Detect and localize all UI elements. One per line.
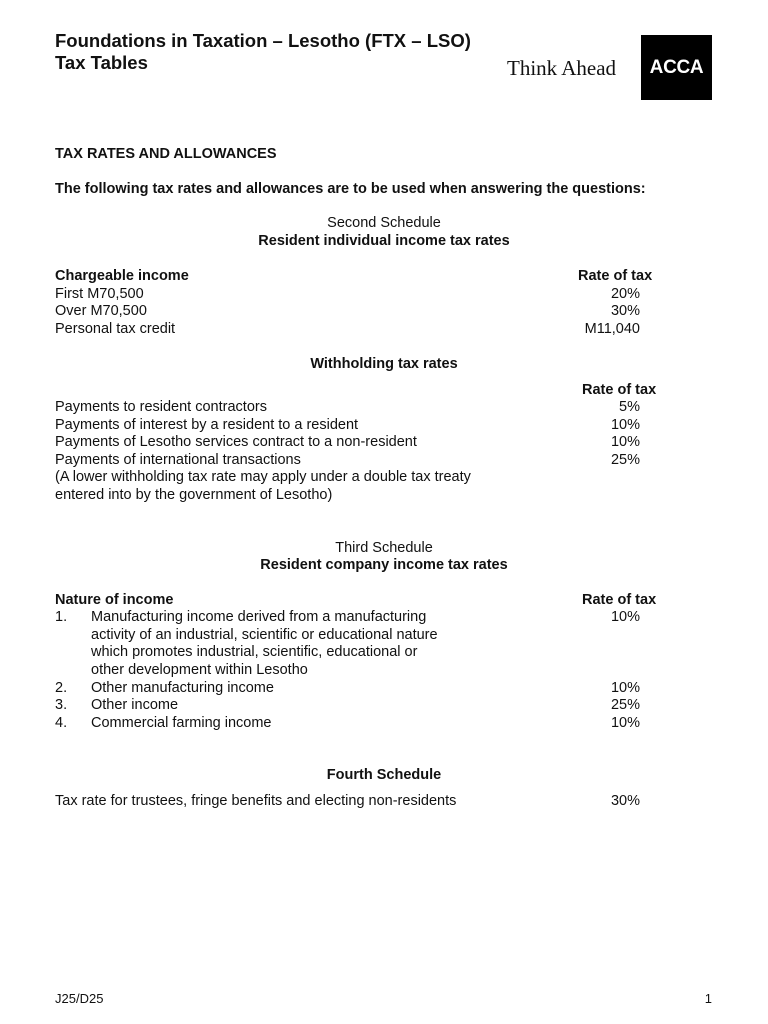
third-schedule-item-value: 10% xyxy=(610,609,640,625)
third-schedule-item-value: 10% xyxy=(610,715,640,731)
withholding-col-right: Rate of tax xyxy=(582,382,657,398)
second-schedule-col-right: Rate of tax xyxy=(578,268,653,284)
withholding-row-value: 5% xyxy=(619,399,640,415)
fourth-schedule-label: Tax rate for trustees, fringe benefits and electing non-residents xyxy=(55,793,457,809)
second-schedule-row-label: First M70,500 xyxy=(55,286,144,302)
second-schedule-row-value: M11,040 xyxy=(584,321,640,337)
third-schedule-item-line: Commercial farming income xyxy=(91,715,272,731)
third-schedule-item-line: Other income xyxy=(91,697,179,713)
page-number: 1 xyxy=(704,991,712,1006)
third-schedule-item-number: 3. xyxy=(55,697,68,713)
withholding-row-value: 10% xyxy=(610,417,640,433)
intro-text: The following tax rates and allowances are to be used when answering the questions: xyxy=(55,181,646,197)
third-schedule-item-line: activity of an industrial, scientific or educational nature xyxy=(91,627,438,643)
third-schedule-item-line: which promotes industrial, scientific, educational or xyxy=(91,644,418,660)
withholding-row-value: 10% xyxy=(610,434,640,450)
fourth-schedule-title: Fourth Schedule xyxy=(326,767,442,783)
third-schedule-item-line: other development within Lesotho xyxy=(91,662,308,678)
third-schedule-item-line: Manufacturing income derived from a manufacturing xyxy=(91,609,427,625)
third-schedule-col-right: Rate of tax xyxy=(582,592,657,608)
third-schedule-item-number: 1. xyxy=(55,609,68,625)
title-line-1: Foundations in Taxation – Lesotho (FTX – LSO) xyxy=(55,30,471,51)
brand-tagline: Think Ahead xyxy=(507,56,617,80)
fourth-schedule-value: 30% xyxy=(610,793,640,809)
acca-logo-text: ACCA xyxy=(649,57,704,78)
second-schedule-row-label: Over M70,500 xyxy=(55,303,147,319)
second-schedule-row-label: Personal tax credit xyxy=(55,321,176,337)
third-schedule-item-number: 4. xyxy=(55,715,68,731)
title-line-2: Tax Tables xyxy=(55,52,148,73)
withholding-row-value: 25% xyxy=(610,452,640,468)
third-schedule-subtitle: Resident company income tax rates xyxy=(260,557,508,573)
second-schedule-title: Second Schedule xyxy=(327,215,441,231)
withholding-title: Withholding tax rates xyxy=(310,356,458,372)
footer-code: J25/D25 xyxy=(55,991,104,1006)
third-schedule-title: Third Schedule xyxy=(335,540,433,556)
third-schedule-item-number: 2. xyxy=(55,680,68,696)
third-schedule-col-left: Nature of income xyxy=(55,592,174,608)
second-schedule-col-left: Chargeable income xyxy=(55,268,189,284)
second-schedule-row-value: 30% xyxy=(610,303,640,319)
acca-logo xyxy=(641,35,712,100)
withholding-note-line-1: (A lower withholding tax rate may apply under a double tax treaty xyxy=(55,469,471,485)
document-title xyxy=(55,30,471,74)
withholding-row-label: Payments to resident contractors xyxy=(55,399,267,415)
second-schedule-subtitle: Resident individual income tax rates xyxy=(258,233,510,249)
withholding-note-line-2: entered into by the government of Lesotho) xyxy=(55,487,333,503)
third-schedule-item-value: 10% xyxy=(610,680,640,696)
withholding-row-label: Payments of Lesotho services contract to a non-resident xyxy=(55,434,417,450)
third-schedule-item-value: 25% xyxy=(610,697,640,713)
withholding-row-label: Payments of international transactions xyxy=(55,452,301,468)
section-heading: TAX RATES AND ALLOWANCES xyxy=(55,146,277,162)
withholding-row-label: Payments of interest by a resident to a resident xyxy=(55,417,359,433)
second-schedule-row-value: 20% xyxy=(610,286,640,302)
third-schedule-item-line: Other manufacturing income xyxy=(91,680,274,696)
